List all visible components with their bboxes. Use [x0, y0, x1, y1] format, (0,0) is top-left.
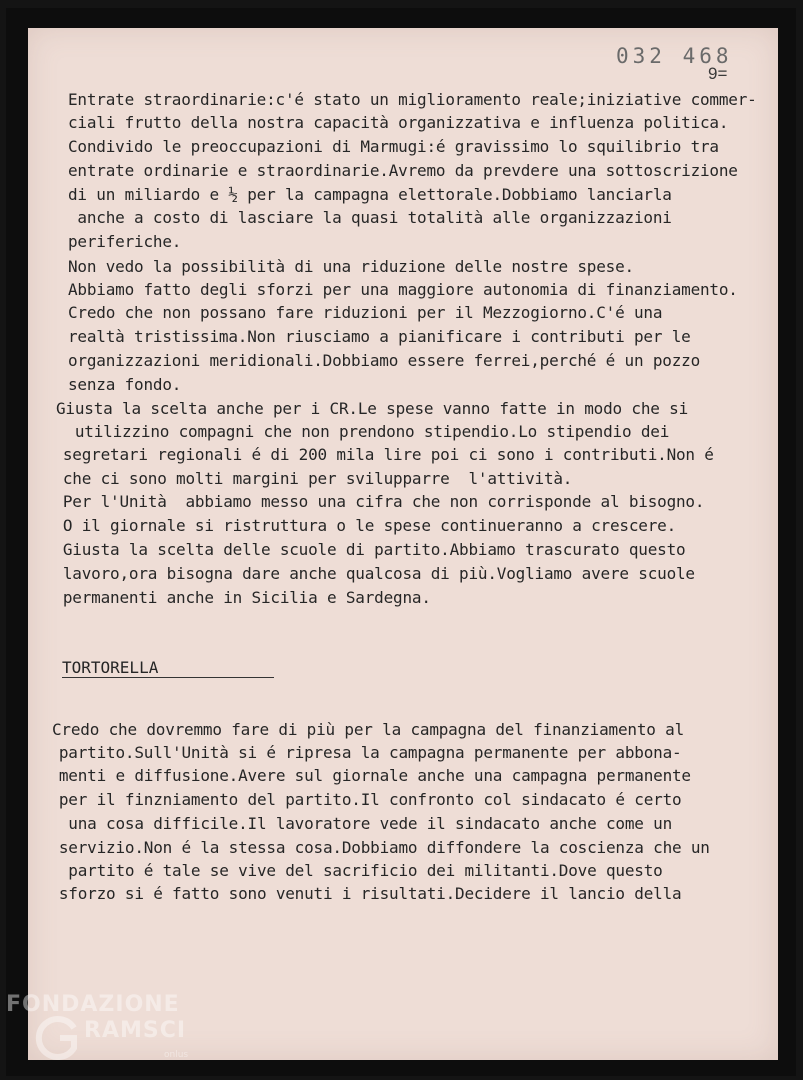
text-line: di un miliardo e ½ per la campagna elettorale.Dobbiamo lanciarla — [68, 185, 672, 204]
archive-number: 032 468 — [616, 44, 733, 68]
text-line: partito.Sull'Unità si é ripresa la campagna permanente per abbona- — [40, 743, 682, 762]
speaker-heading: TORTORELLA — [62, 658, 159, 677]
text-line: segretari regionali é di 200 mila lire poi ci sono i contributi.Non é — [44, 445, 714, 464]
text-line: realtà tristissima.Non riusciamo a pianificare i contributi per le — [68, 327, 691, 346]
text-line: Credo che dovremmo fare di più per la campagna del finanziamento al — [52, 720, 684, 739]
text-line: O il giornale si ristruttura o le spese continueranno a crescere. — [44, 516, 676, 535]
text-line: ciali frutto della nostra capacità organizzativa e influenza politica. — [68, 113, 729, 132]
text-line: Non vedo la possibilità di una riduzione delle nostre spese. — [68, 257, 634, 276]
text-line: partito é tale se vive del sacrificio dei militanti.Dove questo — [40, 861, 663, 880]
text-line: menti e diffusione.Avere sul giornale anche una campagna permanente — [40, 766, 691, 785]
page-number: 9= — [708, 64, 728, 83]
text-line: sforzo si é fatto sono venuti i risultati.Decidere il lancio della — [40, 884, 682, 903]
text-line: una cosa difficile.Il lavoratore vede il sindacato anche come un — [40, 814, 672, 833]
text-line: Per l'Unità abbiamo messo una cifra che non corrisponde al bisogno. — [44, 492, 705, 511]
watermark-line1: FONDAZIONE — [6, 992, 180, 1017]
text-line: Credo che non possano fare riduzioni per il Mezzogiorno.C'é una — [68, 303, 663, 322]
text-line: che ci sono molti margini per svilupparre l'attività. — [44, 469, 573, 488]
watermark-g-logo-icon — [34, 1014, 82, 1062]
text-line: periferiche. — [68, 232, 182, 251]
watermark-line2: RAMSCI — [84, 1018, 187, 1043]
text-line: per il finzniamento del partito.Il confronto col sindacato é certo — [40, 790, 682, 809]
text-line: anche a costo di lasciare la quasi totalità alle organizzazioni — [68, 208, 672, 227]
text-line: utilizzino compagni che non prendono stipendio.Lo stipendio dei — [56, 422, 670, 441]
text-line: entrate ordinarie e straordinarie.Avremo da prevdere una sottoscrizione — [68, 161, 738, 180]
text-line: Condivido le preoccupazioni di Marmugi:é gravissimo lo squilibrio tra — [68, 137, 719, 156]
text-line: Abbiamo fatto degli sforzi per una maggiore autonomia di finanziamento. — [68, 280, 738, 299]
text-line: servizio.Non é la stessa cosa.Dobbiamo diffondere la coscienza che un — [40, 838, 710, 857]
text-line: senza fondo. — [68, 375, 182, 394]
watermark-suffix: onlus — [164, 1050, 189, 1060]
text-line: lavoro,ora bisogna dare anche qualcosa di più.Vogliamo avere scuole — [44, 564, 695, 583]
text-line: organizzazioni meridionali.Dobbiamo essere ferrei,perché é un pozzo — [68, 351, 700, 370]
text-line: permanenti anche in Sicilia e Sardegna. — [44, 588, 431, 607]
text-line: Entrate straordinarie:c'é stato un miglioramento reale;iniziative commer- — [68, 90, 757, 109]
heading-underline — [62, 677, 274, 678]
text-line: Giusta la scelta anche per i CR.Le spese vanno fatte in modo che si — [56, 399, 688, 418]
text-line: Giusta la scelta delle scuole di partito.Abbiamo trascurato questo — [44, 540, 686, 559]
